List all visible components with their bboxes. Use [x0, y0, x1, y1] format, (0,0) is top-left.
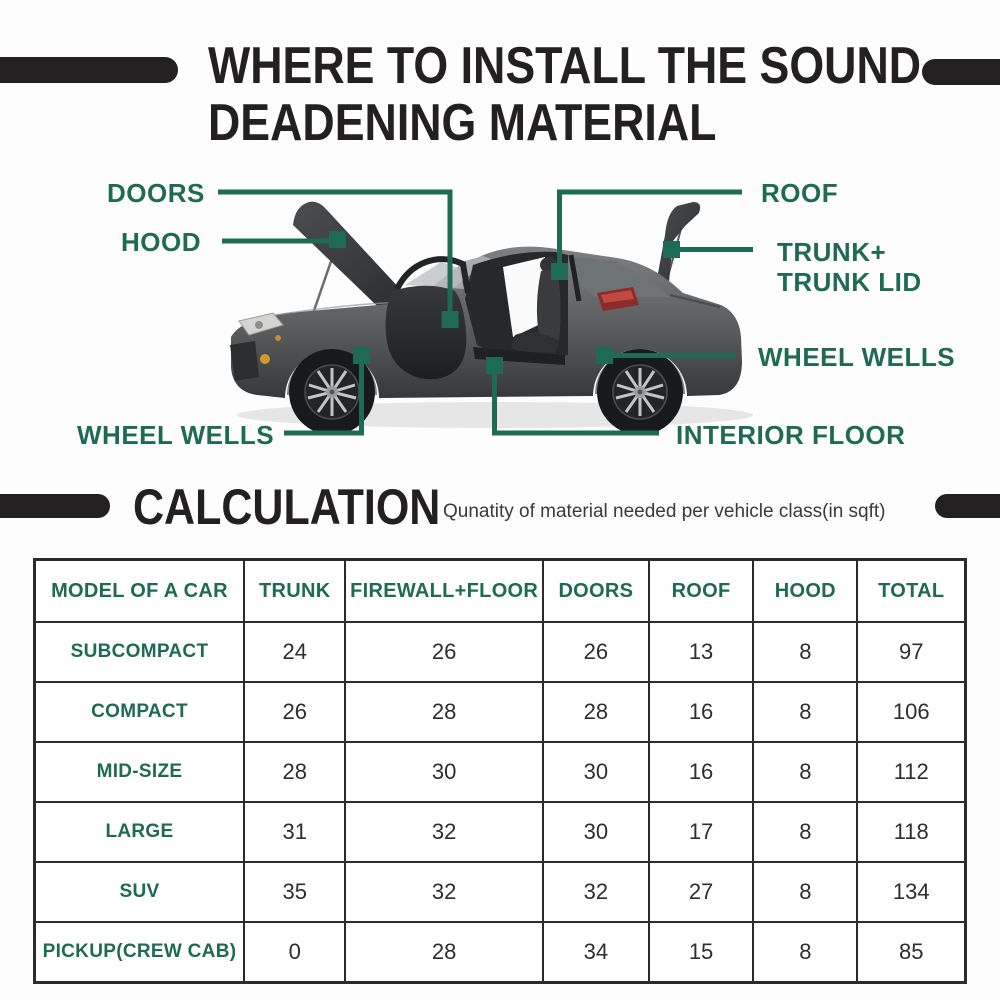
value-cell: 30 — [543, 802, 649, 862]
value-cell: 118 — [857, 802, 965, 862]
label-hood: HOOD — [121, 227, 201, 257]
label-wheel-wells-rear: WHEEL WELLS — [758, 342, 956, 372]
value-cell: 17 — [649, 802, 753, 862]
table-row — [35, 742, 966, 802]
value-cell: 15 — [649, 922, 753, 982]
row-model-label: COMPACT — [35, 682, 244, 742]
value-cell: 16 — [649, 682, 753, 742]
table-row — [35, 802, 966, 862]
value-cell: 13 — [649, 622, 753, 682]
page-title-line1: WHERE TO INSTALL THE SOUND — [208, 37, 922, 95]
table-row — [35, 922, 966, 982]
value-cell: 0 — [244, 922, 345, 982]
calculation-table — [33, 558, 967, 984]
value-cell: 28 — [244, 742, 345, 802]
row-model-label: SUBCOMPACT — [35, 622, 244, 682]
calculation-subtitle: Qunatity of material needed per vehicle class(in sqft) — [443, 501, 886, 522]
value-cell: 112 — [857, 742, 965, 802]
table-row — [35, 862, 966, 922]
decorative-bar-top-left — [0, 57, 178, 83]
row-model-label: LARGE — [35, 802, 244, 862]
value-cell: 31 — [244, 802, 345, 862]
label-trunk-line1: TRUNK+ — [777, 237, 887, 267]
column-header: MODEL OF A CAR — [35, 560, 244, 623]
value-cell: 32 — [543, 862, 649, 922]
table-row — [35, 622, 966, 682]
value-cell: 26 — [543, 622, 649, 682]
value-cell: 85 — [857, 922, 965, 982]
column-header: TOTAL — [857, 560, 965, 623]
calculation-table-wrap — [33, 558, 967, 984]
value-cell: 28 — [345, 922, 542, 982]
front-wheel — [289, 349, 375, 435]
column-header: ROOF — [649, 560, 753, 623]
label-roof: ROOF — [761, 178, 839, 208]
cabin-interior — [465, 252, 568, 365]
calculation-heading: CALCULATION — [133, 479, 441, 535]
row-model-label: PICKUP(CREW CAB) — [35, 922, 244, 982]
column-header: DOORS — [543, 560, 649, 623]
value-cell: 24 — [244, 622, 345, 682]
value-cell: 8 — [753, 802, 857, 862]
decorative-bar-calc-left — [0, 494, 110, 518]
value-cell: 30 — [543, 742, 649, 802]
value-cell: 27 — [649, 862, 753, 922]
table-row — [35, 682, 966, 742]
label-trunk-trunk-lid — [777, 237, 922, 297]
value-cell: 28 — [543, 682, 649, 742]
label-interior-floor: INTERIOR FLOOR — [676, 420, 906, 450]
column-header: HOOD — [753, 560, 857, 623]
column-header: FIREWALL+FLOOR — [345, 560, 542, 623]
page-title-line2: DEADENING MATERIAL — [208, 94, 717, 152]
row-model-label: MID-SIZE — [35, 742, 244, 802]
value-cell: 8 — [753, 742, 857, 802]
value-cell: 34 — [543, 922, 649, 982]
value-cell: 16 — [649, 742, 753, 802]
car-illustration — [215, 195, 775, 440]
value-cell: 26 — [244, 682, 345, 742]
row-model-label: SUV — [35, 862, 244, 922]
value-cell: 26 — [345, 622, 542, 682]
page-title — [208, 38, 1000, 152]
fog-light — [260, 354, 270, 364]
value-cell: 134 — [857, 862, 965, 922]
decorative-bar-calc-right — [935, 494, 1000, 518]
value-cell: 32 — [345, 862, 542, 922]
label-trunk-line2: TRUNK LID — [777, 267, 922, 297]
value-cell: 8 — [753, 922, 857, 982]
value-cell: 97 — [857, 622, 965, 682]
column-header: TRUNK — [244, 560, 345, 623]
table-body — [35, 622, 966, 982]
rear-wheel — [597, 349, 683, 435]
value-cell: 8 — [753, 862, 857, 922]
label-doors: DOORS — [107, 178, 205, 208]
door-open — [386, 259, 468, 379]
label-wheel-wells-front: WHEEL WELLS — [77, 420, 275, 450]
value-cell: 8 — [753, 622, 857, 682]
value-cell: 8 — [753, 682, 857, 742]
value-cell: 32 — [345, 802, 542, 862]
value-cell: 35 — [244, 862, 345, 922]
value-cell: 106 — [857, 682, 965, 742]
front-bumper-intake — [230, 341, 259, 381]
table-header-row — [35, 560, 966, 623]
value-cell: 28 — [345, 682, 542, 742]
value-cell: 30 — [345, 742, 542, 802]
